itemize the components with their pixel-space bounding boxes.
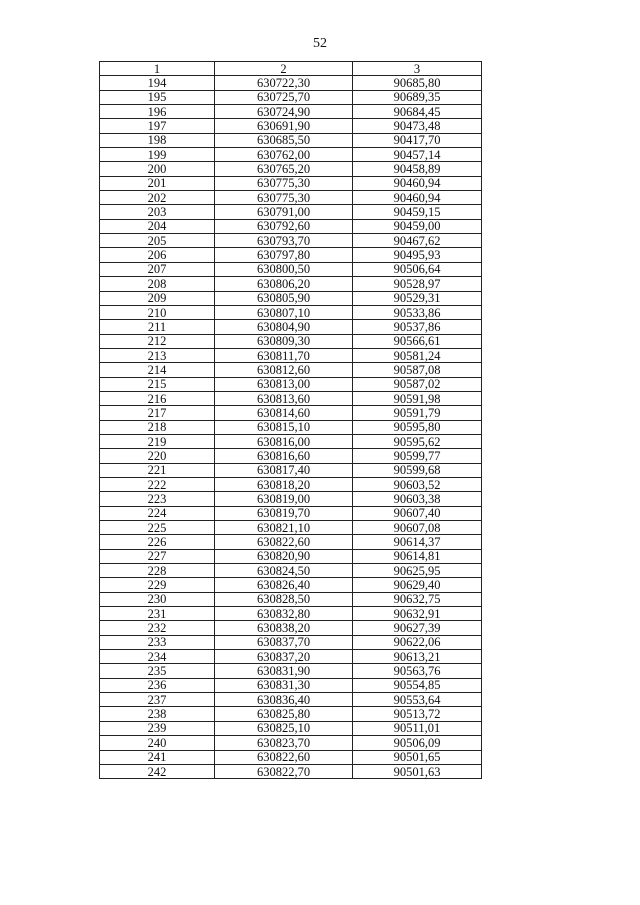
cell-y-coordinate: 90554,85 — [353, 678, 482, 692]
table-row — [100, 305, 482, 319]
table-row — [100, 377, 482, 391]
cell-y-coordinate: 90595,62 — [353, 434, 482, 448]
cell-point-number: 201 — [100, 176, 215, 190]
cell-y-coordinate: 90607,40 — [353, 506, 482, 520]
cell-point-number: 225 — [100, 521, 215, 535]
cell-y-coordinate: 90533,86 — [353, 305, 482, 319]
cell-x-coordinate: 630800,50 — [215, 262, 353, 276]
coordinates-table — [99, 61, 482, 779]
table-row — [100, 549, 482, 563]
cell-y-coordinate: 90603,52 — [353, 477, 482, 491]
cell-y-coordinate: 90563,76 — [353, 664, 482, 678]
cell-point-number: 204 — [100, 219, 215, 233]
cell-x-coordinate: 630811,70 — [215, 348, 353, 362]
cell-point-number: 210 — [100, 305, 215, 319]
table-row — [100, 736, 482, 750]
cell-x-coordinate: 630722,30 — [215, 76, 353, 90]
table-row — [100, 707, 482, 721]
cell-y-coordinate: 90599,68 — [353, 463, 482, 477]
cell-point-number: 212 — [100, 334, 215, 348]
cell-point-number: 217 — [100, 406, 215, 420]
cell-point-number: 203 — [100, 205, 215, 219]
table-row — [100, 506, 482, 520]
cell-x-coordinate: 630814,60 — [215, 406, 353, 420]
cell-y-coordinate: 90467,62 — [353, 234, 482, 248]
table-row — [100, 119, 482, 133]
cell-x-coordinate: 630821,10 — [215, 521, 353, 535]
table-row — [100, 521, 482, 535]
cell-y-coordinate: 90529,31 — [353, 291, 482, 305]
cell-x-coordinate: 630793,70 — [215, 234, 353, 248]
cell-y-coordinate: 90566,61 — [353, 334, 482, 348]
cell-x-coordinate: 630807,10 — [215, 305, 353, 319]
cell-y-coordinate: 90501,65 — [353, 750, 482, 764]
cell-point-number: 240 — [100, 736, 215, 750]
column-header-point-number: 1 — [100, 62, 215, 76]
cell-x-coordinate: 630837,20 — [215, 650, 353, 664]
column-header-y: 3 — [353, 62, 482, 76]
cell-point-number: 202 — [100, 191, 215, 205]
cell-x-coordinate: 630828,50 — [215, 592, 353, 606]
cell-point-number: 200 — [100, 162, 215, 176]
cell-y-coordinate: 90599,77 — [353, 449, 482, 463]
cell-y-coordinate: 90513,72 — [353, 707, 482, 721]
cell-x-coordinate: 630817,40 — [215, 463, 353, 477]
cell-y-coordinate: 90607,08 — [353, 521, 482, 535]
cell-y-coordinate: 90587,08 — [353, 363, 482, 377]
table-body — [100, 76, 482, 779]
table-row — [100, 650, 482, 664]
cell-point-number: 237 — [100, 693, 215, 707]
cell-point-number: 195 — [100, 90, 215, 104]
table-row — [100, 363, 482, 377]
cell-x-coordinate: 630762,00 — [215, 148, 353, 162]
table-row — [100, 148, 482, 162]
header-row — [100, 62, 482, 76]
cell-x-coordinate: 630792,60 — [215, 219, 353, 233]
cell-x-coordinate: 630813,60 — [215, 391, 353, 405]
cell-point-number: 238 — [100, 707, 215, 721]
cell-x-coordinate: 630805,90 — [215, 291, 353, 305]
cell-point-number: 236 — [100, 678, 215, 692]
table-row — [100, 420, 482, 434]
cell-y-coordinate: 90595,80 — [353, 420, 482, 434]
cell-y-coordinate: 90614,37 — [353, 535, 482, 549]
table-row — [100, 750, 482, 764]
cell-x-coordinate: 630806,20 — [215, 277, 353, 291]
table-row — [100, 76, 482, 90]
cell-y-coordinate: 90591,98 — [353, 391, 482, 405]
table-row — [100, 162, 482, 176]
cell-point-number: 196 — [100, 105, 215, 119]
table-row — [100, 607, 482, 621]
cell-point-number: 206 — [100, 248, 215, 262]
cell-x-coordinate: 630825,10 — [215, 721, 353, 735]
cell-point-number: 216 — [100, 391, 215, 405]
cell-y-coordinate: 90553,64 — [353, 693, 482, 707]
table-row — [100, 564, 482, 578]
cell-point-number: 222 — [100, 477, 215, 491]
table-row — [100, 105, 482, 119]
table-row — [100, 535, 482, 549]
cell-x-coordinate: 630818,20 — [215, 477, 353, 491]
table-row — [100, 291, 482, 305]
cell-y-coordinate: 90459,15 — [353, 205, 482, 219]
table-row — [100, 463, 482, 477]
cell-x-coordinate: 630816,60 — [215, 449, 353, 463]
cell-point-number: 215 — [100, 377, 215, 391]
table-row — [100, 391, 482, 405]
cell-point-number: 218 — [100, 420, 215, 434]
table-row — [100, 635, 482, 649]
table-row — [100, 248, 482, 262]
cell-y-coordinate: 90473,48 — [353, 119, 482, 133]
cell-y-coordinate: 90632,91 — [353, 607, 482, 621]
cell-point-number: 233 — [100, 635, 215, 649]
cell-x-coordinate: 630775,30 — [215, 191, 353, 205]
cell-y-coordinate: 90627,39 — [353, 621, 482, 635]
cell-point-number: 208 — [100, 277, 215, 291]
cell-x-coordinate: 630813,00 — [215, 377, 353, 391]
cell-x-coordinate: 630836,40 — [215, 693, 353, 707]
cell-point-number: 205 — [100, 234, 215, 248]
cell-x-coordinate: 630724,90 — [215, 105, 353, 119]
cell-point-number: 241 — [100, 750, 215, 764]
cell-x-coordinate: 630685,50 — [215, 133, 353, 147]
table-row — [100, 449, 482, 463]
cell-point-number: 230 — [100, 592, 215, 606]
cell-x-coordinate: 630804,90 — [215, 320, 353, 334]
cell-x-coordinate: 630823,70 — [215, 736, 353, 750]
cell-point-number: 220 — [100, 449, 215, 463]
cell-x-coordinate: 630822,70 — [215, 764, 353, 778]
table-row — [100, 693, 482, 707]
cell-y-coordinate: 90614,81 — [353, 549, 482, 563]
cell-x-coordinate: 630816,00 — [215, 434, 353, 448]
table-row — [100, 477, 482, 491]
cell-point-number: 227 — [100, 549, 215, 563]
table-row — [100, 262, 482, 276]
cell-point-number: 211 — [100, 320, 215, 334]
table-row — [100, 492, 482, 506]
cell-point-number: 226 — [100, 535, 215, 549]
table-row — [100, 219, 482, 233]
table-row — [100, 621, 482, 635]
cell-y-coordinate: 90684,45 — [353, 105, 482, 119]
table-row — [100, 434, 482, 448]
table-row — [100, 176, 482, 190]
cell-y-coordinate: 90506,09 — [353, 736, 482, 750]
cell-y-coordinate: 90603,38 — [353, 492, 482, 506]
cell-x-coordinate: 630822,60 — [215, 750, 353, 764]
table-row — [100, 277, 482, 291]
cell-point-number: 234 — [100, 650, 215, 664]
cell-point-number: 194 — [100, 76, 215, 90]
cell-point-number: 239 — [100, 721, 215, 735]
table-row — [100, 721, 482, 735]
cell-point-number: 198 — [100, 133, 215, 147]
cell-x-coordinate: 630791,00 — [215, 205, 353, 219]
cell-x-coordinate: 630831,90 — [215, 664, 353, 678]
cell-y-coordinate: 90506,64 — [353, 262, 482, 276]
cell-y-coordinate: 90613,21 — [353, 650, 482, 664]
cell-y-coordinate: 90537,86 — [353, 320, 482, 334]
cell-x-coordinate: 630797,80 — [215, 248, 353, 262]
cell-point-number: 242 — [100, 764, 215, 778]
cell-y-coordinate: 90581,24 — [353, 348, 482, 362]
cell-y-coordinate: 90625,95 — [353, 564, 482, 578]
cell-x-coordinate: 630725,70 — [215, 90, 353, 104]
cell-x-coordinate: 630775,30 — [215, 176, 353, 190]
cell-x-coordinate: 630815,10 — [215, 420, 353, 434]
table-row — [100, 205, 482, 219]
cell-y-coordinate: 90501,63 — [353, 764, 482, 778]
cell-x-coordinate: 630832,80 — [215, 607, 353, 621]
cell-x-coordinate: 630826,40 — [215, 578, 353, 592]
table-row — [100, 348, 482, 362]
table-row — [100, 90, 482, 104]
cell-x-coordinate: 630824,50 — [215, 564, 353, 578]
cell-x-coordinate: 630691,90 — [215, 119, 353, 133]
cell-point-number: 224 — [100, 506, 215, 520]
cell-x-coordinate: 630820,90 — [215, 549, 353, 563]
cell-y-coordinate: 90459,00 — [353, 219, 482, 233]
cell-x-coordinate: 630838,20 — [215, 621, 353, 635]
page-number: 52 — [313, 36, 327, 51]
cell-y-coordinate: 90457,14 — [353, 148, 482, 162]
table-row — [100, 191, 482, 205]
cell-point-number: 209 — [100, 291, 215, 305]
cell-point-number: 214 — [100, 363, 215, 377]
cell-x-coordinate: 630831,30 — [215, 678, 353, 692]
table-row — [100, 664, 482, 678]
cell-y-coordinate: 90685,80 — [353, 76, 482, 90]
table-row — [100, 764, 482, 778]
cell-x-coordinate: 630765,20 — [215, 162, 353, 176]
table-row — [100, 334, 482, 348]
cell-x-coordinate: 630809,30 — [215, 334, 353, 348]
cell-y-coordinate: 90417,70 — [353, 133, 482, 147]
cell-point-number: 199 — [100, 148, 215, 162]
cell-point-number: 221 — [100, 463, 215, 477]
cell-point-number: 228 — [100, 564, 215, 578]
cell-y-coordinate: 90528,97 — [353, 277, 482, 291]
cell-y-coordinate: 90629,40 — [353, 578, 482, 592]
cell-point-number: 197 — [100, 119, 215, 133]
cell-x-coordinate: 630819,00 — [215, 492, 353, 506]
table-row — [100, 578, 482, 592]
cell-x-coordinate: 630822,60 — [215, 535, 353, 549]
table-row — [100, 320, 482, 334]
cell-y-coordinate: 90632,75 — [353, 592, 482, 606]
cell-point-number: 219 — [100, 434, 215, 448]
cell-y-coordinate: 90495,93 — [353, 248, 482, 262]
cell-point-number: 232 — [100, 621, 215, 635]
cell-x-coordinate: 630825,80 — [215, 707, 353, 721]
cell-point-number: 207 — [100, 262, 215, 276]
table-row — [100, 406, 482, 420]
cell-y-coordinate: 90591,79 — [353, 406, 482, 420]
table-row — [100, 133, 482, 147]
table-header — [100, 62, 482, 76]
table-row — [100, 678, 482, 692]
column-header-x: 2 — [215, 62, 353, 76]
cell-x-coordinate: 630819,70 — [215, 506, 353, 520]
cell-y-coordinate: 90689,35 — [353, 90, 482, 104]
cell-point-number: 235 — [100, 664, 215, 678]
cell-y-coordinate: 90587,02 — [353, 377, 482, 391]
cell-point-number: 213 — [100, 348, 215, 362]
cell-y-coordinate: 90622,06 — [353, 635, 482, 649]
cell-point-number: 223 — [100, 492, 215, 506]
cell-y-coordinate: 90511,01 — [353, 721, 482, 735]
table-row — [100, 592, 482, 606]
cell-y-coordinate: 90460,94 — [353, 176, 482, 190]
cell-point-number: 229 — [100, 578, 215, 592]
cell-x-coordinate: 630837,70 — [215, 635, 353, 649]
cell-y-coordinate: 90460,94 — [353, 191, 482, 205]
cell-x-coordinate: 630812,60 — [215, 363, 353, 377]
table-row — [100, 234, 482, 248]
cell-y-coordinate: 90458,89 — [353, 162, 482, 176]
cell-point-number: 231 — [100, 607, 215, 621]
